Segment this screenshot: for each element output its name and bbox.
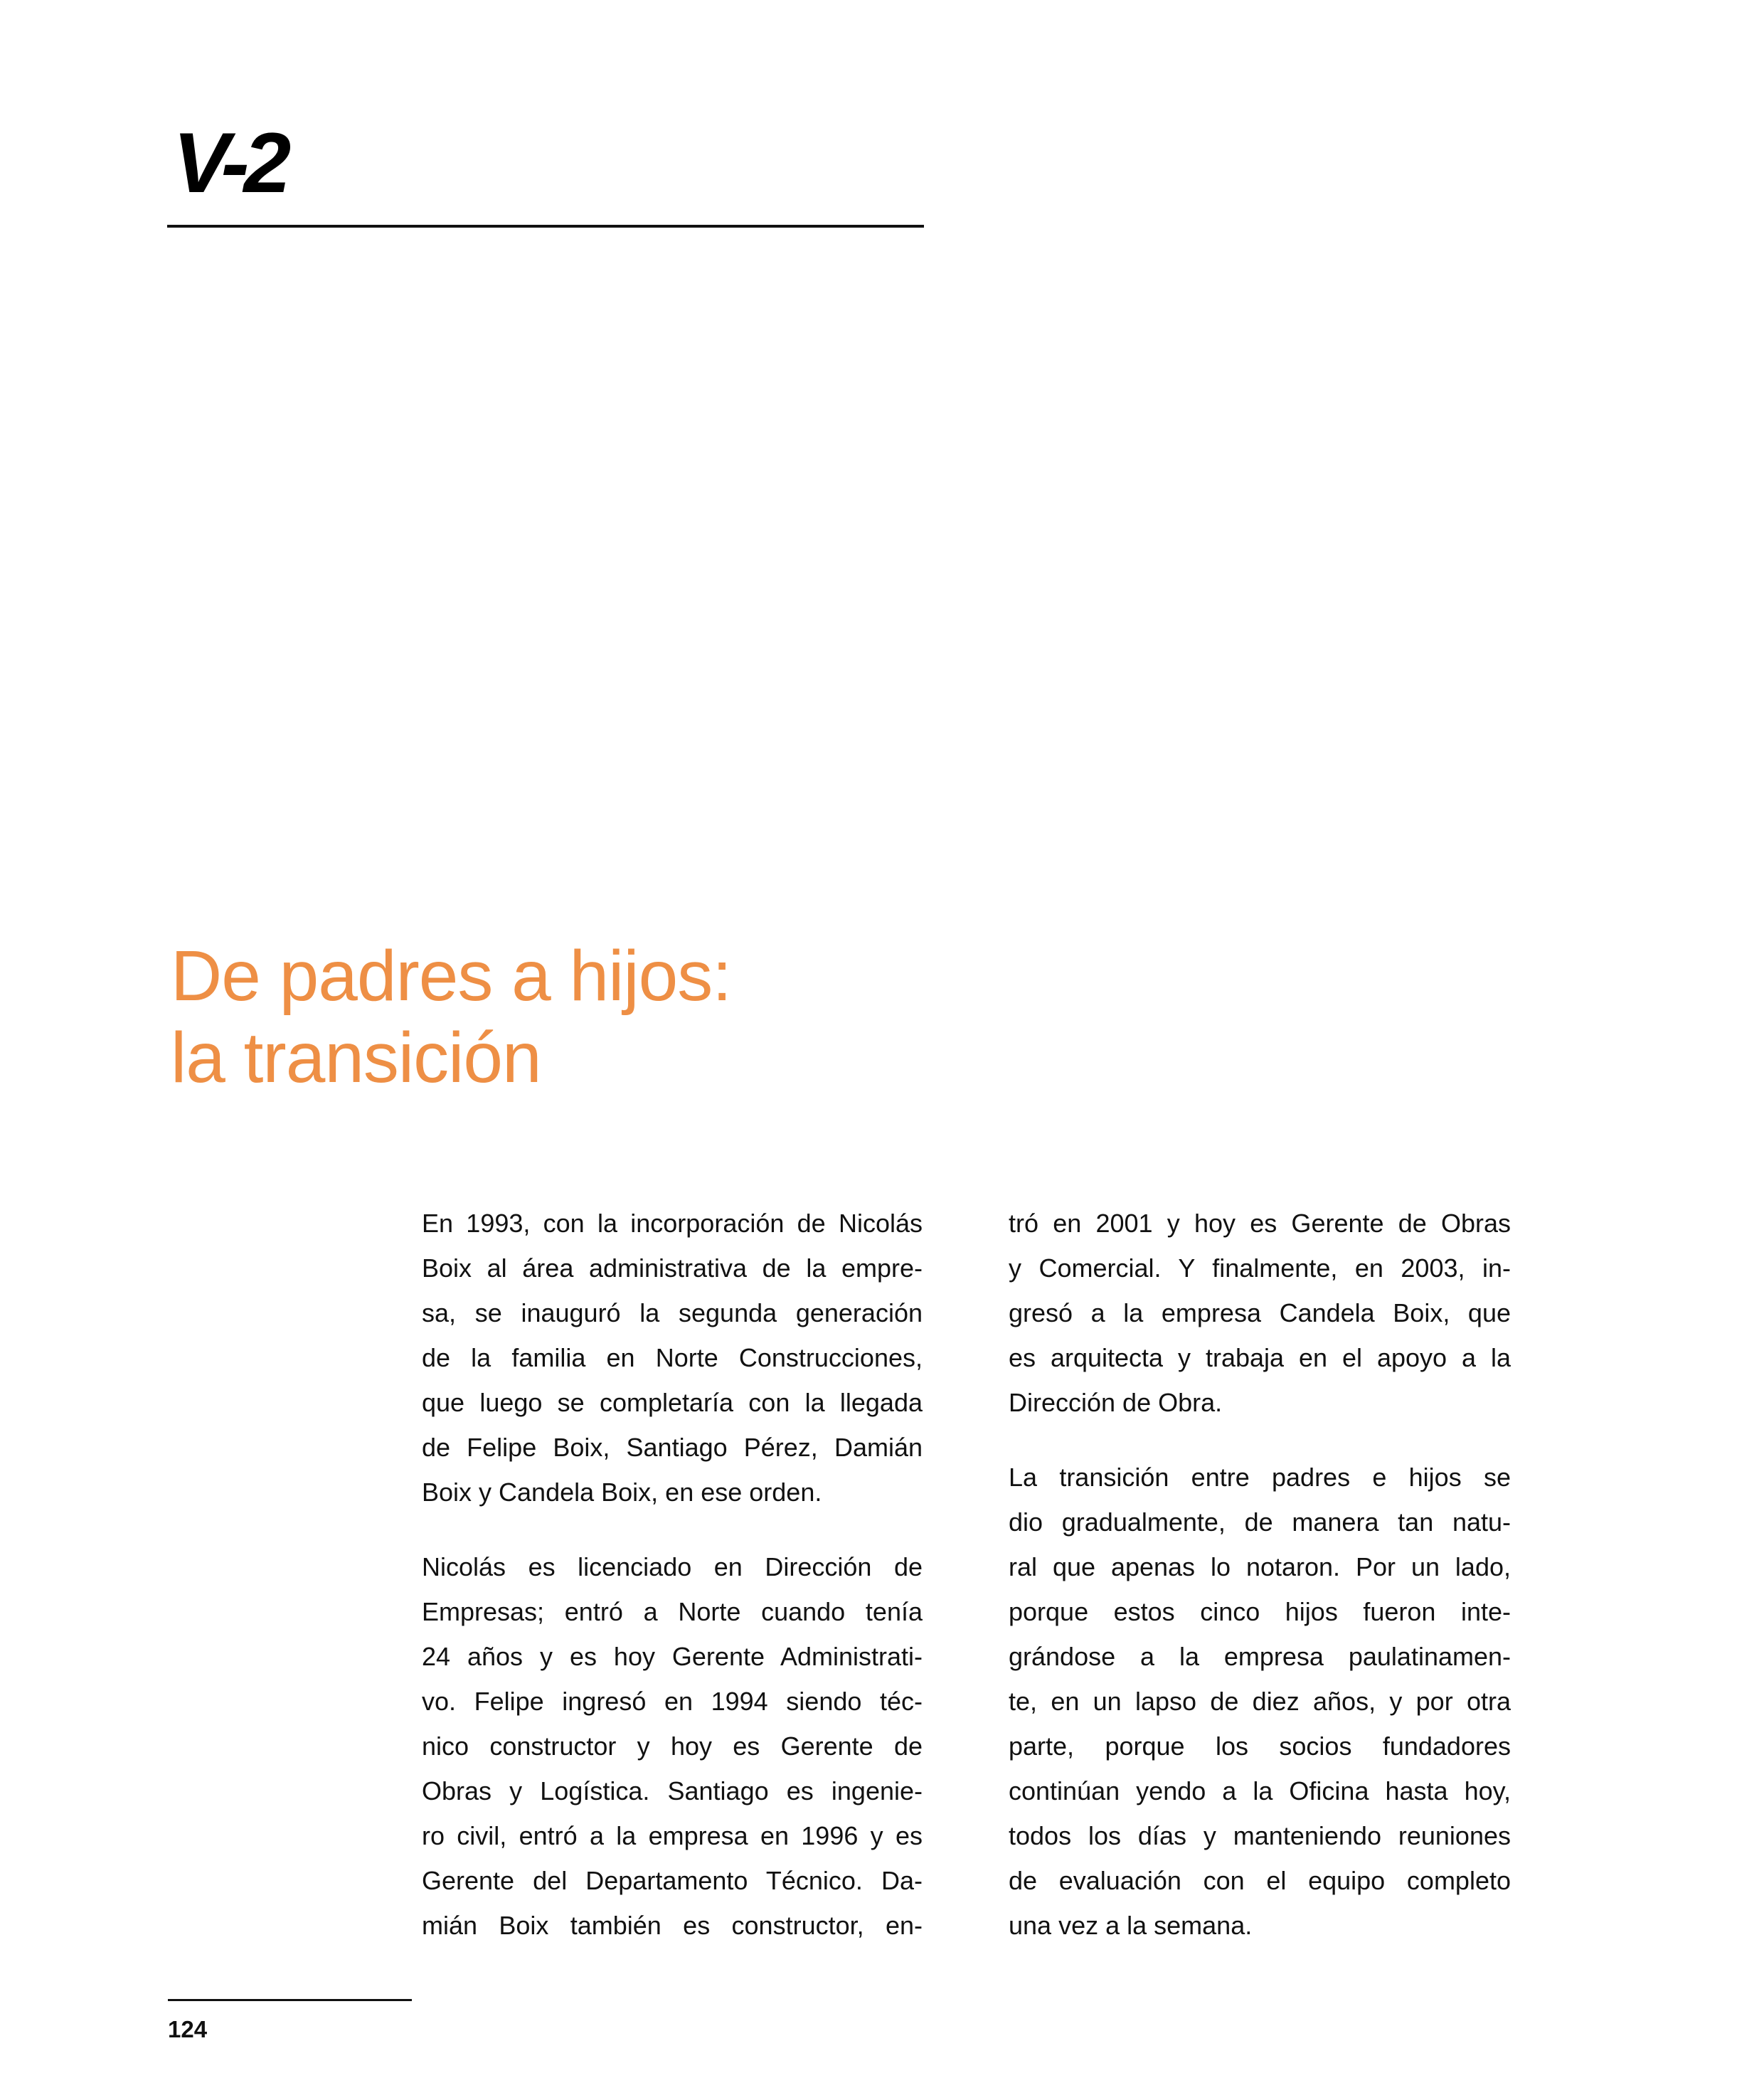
- page-number: 124: [168, 2016, 208, 2042]
- text-line: gresó a la empresa Candela Boix, que: [1009, 1298, 1511, 1327]
- paragraph: [422, 1201, 923, 1515]
- paragraph: [422, 1544, 923, 1948]
- text-line: sa, se inauguró la segunda generación: [422, 1298, 923, 1327]
- text-line: de evaluación con el equipo completo: [1009, 1866, 1511, 1895]
- text-line: nico constructor y hoy es Gerente de: [422, 1732, 923, 1761]
- text-line: Boix al área administrativa de la empre-: [422, 1253, 923, 1283]
- text-line: todos los días y manteniendo reuniones: [1009, 1821, 1511, 1850]
- text-line: Empresas; entró a Norte cuando tenía: [422, 1597, 923, 1626]
- text-line: Obras y Logística. Santiago es ingenie-: [422, 1776, 923, 1805]
- footer-rule-divider: [168, 1999, 412, 2001]
- text-line: tró en 2001 y hoy es Gerente de Obras: [1009, 1209, 1511, 1238]
- text-line: Gerente del Departamento Técnico. Da-: [422, 1866, 923, 1895]
- text-line: Dirección de Obra.: [1009, 1388, 1223, 1417]
- text-line: de Felipe Boix, Santiago Pérez, Damián: [422, 1433, 923, 1462]
- text-line: La transición entre padres e hijos se: [1009, 1463, 1511, 1492]
- text-line: porque estos cinco hijos fueron inte-: [1009, 1597, 1511, 1626]
- section-heading-line-2: la transición: [171, 1018, 541, 1098]
- text-line: una vez a la semana.: [1009, 1911, 1253, 1940]
- text-line: ro civil, entró a la empresa en 1996 y es: [422, 1821, 923, 1850]
- text-line: Boix y Candela Boix, en ese orden.: [422, 1478, 822, 1507]
- text-line: Nicolás es licenciado en Dirección de: [422, 1552, 923, 1581]
- text-line: que luego se completaría con la llegada: [422, 1388, 923, 1417]
- chapter-label: V-2: [173, 115, 286, 211]
- text-line: grándose a la empresa paulatinamen-: [1009, 1642, 1511, 1671]
- text-line: En 1993, con la incorporación de Nicolás: [422, 1209, 923, 1238]
- section-heading-line-1: De padres a hijos:: [171, 936, 732, 1016]
- text-line: parte, porque los socios fundadores: [1009, 1732, 1511, 1761]
- text-line: es arquitecta y trabaja en el apoyo a la: [1009, 1343, 1511, 1372]
- text-line: te, en un lapso de diez años, y por otra: [1009, 1687, 1511, 1716]
- body-column-1: [422, 1201, 923, 1978]
- paragraph: [1009, 1455, 1511, 1948]
- text-line: vo. Felipe ingresó en 1994 siendo téc-: [422, 1687, 923, 1716]
- text-line: mián Boix también es constructor, en-: [422, 1911, 923, 1940]
- section-heading: [171, 935, 731, 1099]
- text-line: ral que apenas lo notaron. Por un lado,: [1009, 1552, 1511, 1581]
- top-rule-divider: [167, 225, 924, 228]
- text-line: y Comercial. Y finalmente, en 2003, in-: [1009, 1253, 1511, 1283]
- text-line: dio gradualmente, de manera tan natu-: [1009, 1507, 1511, 1537]
- text-line: de la familia en Norte Construcciones,: [422, 1343, 923, 1372]
- text-line: continúan yendo a la Oficina hasta hoy,: [1009, 1776, 1511, 1805]
- body-column-2: [1009, 1201, 1511, 1978]
- text-line: 24 años y es hoy Gerente Administrati-: [422, 1642, 923, 1671]
- paragraph: [1009, 1201, 1511, 1425]
